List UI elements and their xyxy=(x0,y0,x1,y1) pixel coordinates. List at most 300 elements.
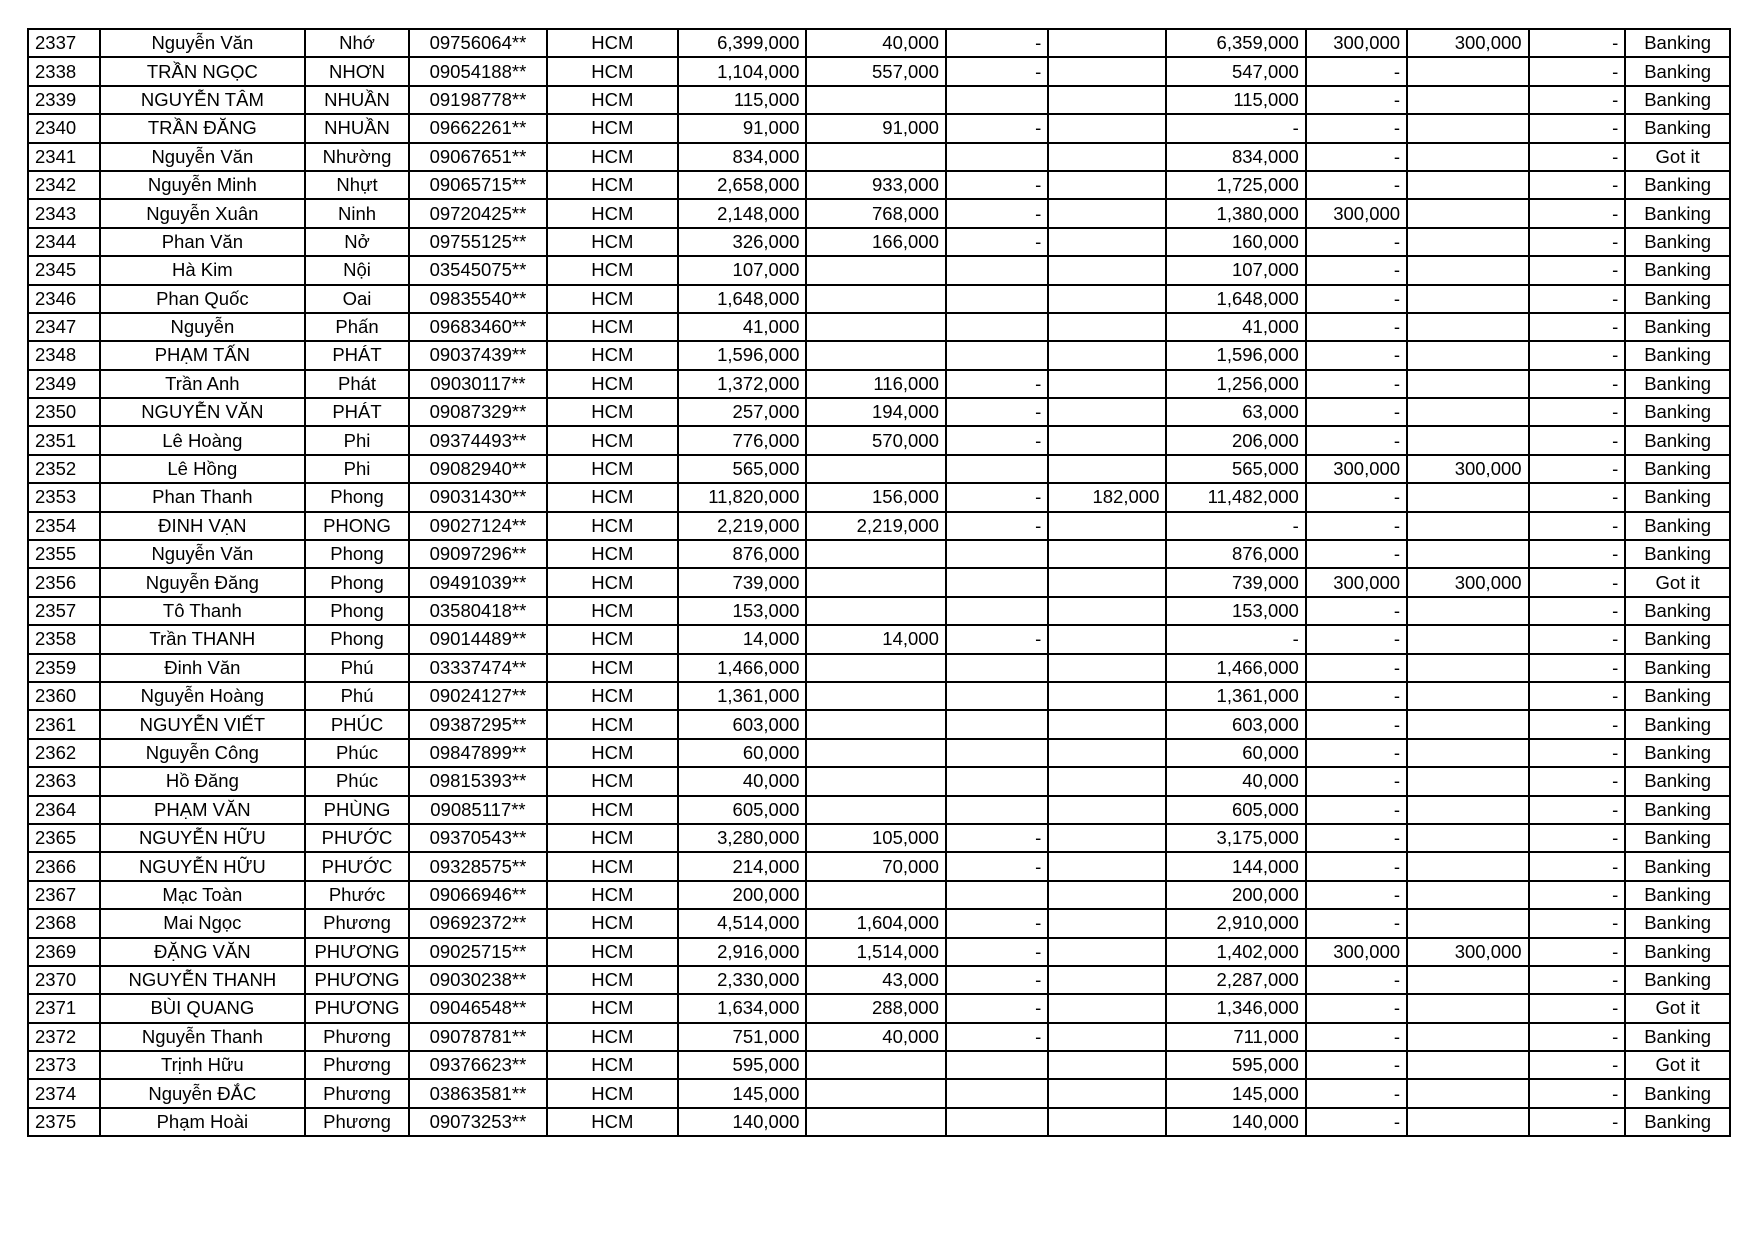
surname-cell: Trần Anh xyxy=(100,370,305,398)
total-amount-cell: 2,330,000 xyxy=(678,966,806,994)
bonus-cell: - xyxy=(1306,171,1407,199)
total-amount-cell: 4,514,000 xyxy=(678,909,806,937)
marker-cell: - xyxy=(946,29,1048,57)
deducted-amount-cell xyxy=(806,568,945,596)
given-name-cell: Nhường xyxy=(305,143,410,171)
deducted-amount-cell: 105,000 xyxy=(806,824,945,852)
bonus-cell: - xyxy=(1306,796,1407,824)
balance-cell: - xyxy=(1529,625,1626,653)
adjustment-cell xyxy=(1048,57,1166,85)
table-row xyxy=(28,370,1730,398)
marker-cell: - xyxy=(946,625,1048,653)
marker-cell: - xyxy=(946,171,1048,199)
total-amount-cell: 41,000 xyxy=(678,313,806,341)
deducted-amount-cell: 14,000 xyxy=(806,625,945,653)
marker-cell: - xyxy=(946,1023,1048,1051)
adjustment-cell xyxy=(1048,852,1166,880)
total-amount-cell: 1,361,000 xyxy=(678,682,806,710)
given-name-cell: Nhựt xyxy=(305,171,410,199)
adjustment-cell xyxy=(1048,398,1166,426)
net-amount-cell: 1,380,000 xyxy=(1166,199,1305,227)
adjustment-cell xyxy=(1048,540,1166,568)
adjustment-cell xyxy=(1048,966,1166,994)
bonus-cell: - xyxy=(1306,881,1407,909)
total-amount-cell: 739,000 xyxy=(678,568,806,596)
row-number-cell: 2359 xyxy=(28,654,100,682)
table-row xyxy=(28,398,1730,426)
payment-method-cell: Banking xyxy=(1625,540,1730,568)
net-amount-cell: 834,000 xyxy=(1166,143,1305,171)
deducted-amount-cell: 166,000 xyxy=(806,228,945,256)
payment-method-cell: Banking xyxy=(1625,597,1730,625)
phone-cell: 09692372** xyxy=(409,909,546,937)
bonus-paid-cell xyxy=(1407,313,1528,341)
net-amount-cell: 595,000 xyxy=(1166,1051,1305,1079)
given-name-cell: Phong xyxy=(305,483,410,511)
adjustment-cell xyxy=(1048,682,1166,710)
bonus-paid-cell xyxy=(1407,767,1528,795)
given-name-cell: Phong xyxy=(305,597,410,625)
payment-method-cell: Banking xyxy=(1625,796,1730,824)
city-cell: HCM xyxy=(547,881,679,909)
bonus-cell: - xyxy=(1306,824,1407,852)
net-amount-cell: 6,359,000 xyxy=(1166,29,1305,57)
net-amount-cell: 605,000 xyxy=(1166,796,1305,824)
row-number-cell: 2365 xyxy=(28,824,100,852)
marker-cell: - xyxy=(946,228,1048,256)
bonus-paid-cell xyxy=(1407,994,1528,1022)
deducted-amount-cell: 156,000 xyxy=(806,483,945,511)
marker-cell xyxy=(946,285,1048,313)
deducted-amount-cell xyxy=(806,341,945,369)
row-number-cell: 2341 xyxy=(28,143,100,171)
table-row xyxy=(28,994,1730,1022)
marker-cell: - xyxy=(946,370,1048,398)
bonus-paid-cell xyxy=(1407,1108,1528,1136)
city-cell: HCM xyxy=(547,966,679,994)
surname-cell: Trịnh Hữu xyxy=(100,1051,305,1079)
surname-cell: BÙI QUANG xyxy=(100,994,305,1022)
bonus-cell: - xyxy=(1306,285,1407,313)
city-cell: HCM xyxy=(547,824,679,852)
bonus-paid-cell xyxy=(1407,1079,1528,1107)
table-row xyxy=(28,909,1730,937)
bonus-cell: 300,000 xyxy=(1306,455,1407,483)
phone-cell: 03863581** xyxy=(409,1079,546,1107)
bonus-paid-cell: 300,000 xyxy=(1407,455,1528,483)
balance-cell: - xyxy=(1529,568,1626,596)
given-name-cell: Phương xyxy=(305,1051,410,1079)
row-number-cell: 2364 xyxy=(28,796,100,824)
payment-method-cell: Banking xyxy=(1625,739,1730,767)
row-number-cell: 2357 xyxy=(28,597,100,625)
payment-method-cell: Banking xyxy=(1625,909,1730,937)
row-number-cell: 2363 xyxy=(28,767,100,795)
table-row xyxy=(28,1051,1730,1079)
payment-method-cell: Banking xyxy=(1625,398,1730,426)
net-amount-cell: 739,000 xyxy=(1166,568,1305,596)
table-row xyxy=(28,341,1730,369)
net-amount-cell: 63,000 xyxy=(1166,398,1305,426)
bonus-cell: - xyxy=(1306,1023,1407,1051)
table-row xyxy=(28,568,1730,596)
city-cell: HCM xyxy=(547,597,679,625)
given-name-cell: Nở xyxy=(305,228,410,256)
surname-cell: Tô Thanh xyxy=(100,597,305,625)
net-amount-cell: 3,175,000 xyxy=(1166,824,1305,852)
bonus-paid-cell xyxy=(1407,171,1528,199)
balance-cell: - xyxy=(1529,171,1626,199)
given-name-cell: Phương xyxy=(305,1108,410,1136)
row-number-cell: 2374 xyxy=(28,1079,100,1107)
balance-cell: - xyxy=(1529,994,1626,1022)
row-number-cell: 2348 xyxy=(28,341,100,369)
phone-cell: 09662261** xyxy=(409,114,546,142)
row-number-cell: 2375 xyxy=(28,1108,100,1136)
balance-cell: - xyxy=(1529,1108,1626,1136)
bonus-cell: - xyxy=(1306,426,1407,454)
payment-method-cell: Banking xyxy=(1625,86,1730,114)
bonus-paid-cell xyxy=(1407,654,1528,682)
deducted-amount-cell xyxy=(806,143,945,171)
surname-cell: NGUYỄN HỮU xyxy=(100,824,305,852)
balance-cell: - xyxy=(1529,313,1626,341)
surname-cell: ĐINH VẠN xyxy=(100,512,305,540)
marker-cell xyxy=(946,597,1048,625)
row-number-cell: 2370 xyxy=(28,966,100,994)
phone-cell: 09025715** xyxy=(409,938,546,966)
surname-cell: Nguyễn Hoàng xyxy=(100,682,305,710)
marker-cell xyxy=(946,341,1048,369)
adjustment-cell xyxy=(1048,568,1166,596)
surname-cell: Nguyễn Văn xyxy=(100,29,305,57)
deducted-amount-cell: 1,604,000 xyxy=(806,909,945,937)
deducted-amount-cell xyxy=(806,540,945,568)
table-row xyxy=(28,171,1730,199)
surname-cell: TRẦN NGỌC xyxy=(100,57,305,85)
marker-cell: - xyxy=(946,512,1048,540)
total-amount-cell: 11,820,000 xyxy=(678,483,806,511)
surname-cell: Phan Văn xyxy=(100,228,305,256)
row-number-cell: 2339 xyxy=(28,86,100,114)
bonus-paid-cell xyxy=(1407,682,1528,710)
row-number-cell: 2342 xyxy=(28,171,100,199)
marker-cell xyxy=(946,767,1048,795)
given-name-cell: Phi xyxy=(305,426,410,454)
deducted-amount-cell xyxy=(806,1108,945,1136)
phone-cell: 09024127** xyxy=(409,682,546,710)
city-cell: HCM xyxy=(547,938,679,966)
table-row xyxy=(28,938,1730,966)
deducted-amount-cell: 933,000 xyxy=(806,171,945,199)
adjustment-cell xyxy=(1048,370,1166,398)
surname-cell: PHẠM VĂN xyxy=(100,796,305,824)
marker-cell: - xyxy=(946,938,1048,966)
marker-cell xyxy=(946,1079,1048,1107)
city-cell: HCM xyxy=(547,540,679,568)
balance-cell: - xyxy=(1529,426,1626,454)
given-name-cell: Phấn xyxy=(305,313,410,341)
phone-cell: 09835540** xyxy=(409,285,546,313)
phone-cell: 03545075** xyxy=(409,256,546,284)
row-number-cell: 2344 xyxy=(28,228,100,256)
net-amount-cell: 11,482,000 xyxy=(1166,483,1305,511)
surname-cell: TRẦN ĐĂNG xyxy=(100,114,305,142)
phone-cell: 09087329** xyxy=(409,398,546,426)
deducted-amount-cell xyxy=(806,285,945,313)
given-name-cell: Phúc xyxy=(305,739,410,767)
given-name-cell: Phi xyxy=(305,455,410,483)
table-row xyxy=(28,710,1730,738)
phone-cell: 09370543** xyxy=(409,824,546,852)
total-amount-cell: 14,000 xyxy=(678,625,806,653)
total-amount-cell: 1,596,000 xyxy=(678,341,806,369)
net-amount-cell: 2,287,000 xyxy=(1166,966,1305,994)
table-row xyxy=(28,199,1730,227)
marker-cell xyxy=(946,86,1048,114)
net-amount-cell: 1,648,000 xyxy=(1166,285,1305,313)
row-number-cell: 2358 xyxy=(28,625,100,653)
city-cell: HCM xyxy=(547,767,679,795)
bonus-paid-cell xyxy=(1407,57,1528,85)
total-amount-cell: 60,000 xyxy=(678,739,806,767)
given-name-cell: Phong xyxy=(305,568,410,596)
payment-method-cell: Banking xyxy=(1625,654,1730,682)
marker-cell: - xyxy=(946,852,1048,880)
given-name-cell: PHƯỚC xyxy=(305,852,410,880)
payment-method-cell: Banking xyxy=(1625,370,1730,398)
bonus-paid-cell xyxy=(1407,739,1528,767)
total-amount-cell: 2,658,000 xyxy=(678,171,806,199)
deducted-amount-cell xyxy=(806,881,945,909)
phone-cell: 09046548** xyxy=(409,994,546,1022)
table-row xyxy=(28,966,1730,994)
bonus-paid-cell xyxy=(1407,796,1528,824)
deducted-amount-cell: 70,000 xyxy=(806,852,945,880)
payment-method-cell: Got it xyxy=(1625,143,1730,171)
total-amount-cell: 115,000 xyxy=(678,86,806,114)
phone-cell: 09031430** xyxy=(409,483,546,511)
table-row xyxy=(28,483,1730,511)
deducted-amount-cell xyxy=(806,796,945,824)
adjustment-cell xyxy=(1048,824,1166,852)
city-cell: HCM xyxy=(547,852,679,880)
balance-cell: - xyxy=(1529,199,1626,227)
marker-cell xyxy=(946,682,1048,710)
adjustment-cell xyxy=(1048,767,1166,795)
city-cell: HCM xyxy=(547,228,679,256)
given-name-cell: PHÚC xyxy=(305,710,410,738)
total-amount-cell: 595,000 xyxy=(678,1051,806,1079)
bonus-cell: - xyxy=(1306,767,1407,795)
balance-cell: - xyxy=(1529,710,1626,738)
marker-cell xyxy=(946,455,1048,483)
balance-cell: - xyxy=(1529,398,1626,426)
payment-method-cell: Banking xyxy=(1625,483,1730,511)
net-amount-cell: - xyxy=(1166,512,1305,540)
balance-cell: - xyxy=(1529,909,1626,937)
bonus-paid-cell xyxy=(1407,597,1528,625)
balance-cell: - xyxy=(1529,654,1626,682)
given-name-cell: Oai xyxy=(305,285,410,313)
surname-cell: NGUYỄN VĂN xyxy=(100,398,305,426)
adjustment-cell xyxy=(1048,1023,1166,1051)
city-cell: HCM xyxy=(547,1051,679,1079)
deducted-amount-cell: 40,000 xyxy=(806,29,945,57)
bonus-cell: - xyxy=(1306,1079,1407,1107)
row-number-cell: 2362 xyxy=(28,739,100,767)
bonus-paid-cell: 300,000 xyxy=(1407,568,1528,596)
surname-cell: NGUYỄN HỮU xyxy=(100,852,305,880)
deducted-amount-cell xyxy=(806,654,945,682)
marker-cell xyxy=(946,540,1048,568)
surname-cell: Nguyễn Xuân xyxy=(100,199,305,227)
bonus-cell: 300,000 xyxy=(1306,568,1407,596)
city-cell: HCM xyxy=(547,285,679,313)
deducted-amount-cell xyxy=(806,739,945,767)
adjustment-cell xyxy=(1048,29,1166,57)
total-amount-cell: 153,000 xyxy=(678,597,806,625)
bonus-cell: - xyxy=(1306,1108,1407,1136)
adjustment-cell xyxy=(1048,256,1166,284)
marker-cell xyxy=(946,568,1048,596)
payment-method-cell: Got it xyxy=(1625,994,1730,1022)
table-row xyxy=(28,625,1730,653)
bonus-cell: - xyxy=(1306,228,1407,256)
row-number-cell: 2369 xyxy=(28,938,100,966)
payment-method-cell: Banking xyxy=(1625,455,1730,483)
row-number-cell: 2338 xyxy=(28,57,100,85)
given-name-cell: Phương xyxy=(305,909,410,937)
payment-method-cell: Banking xyxy=(1625,285,1730,313)
bonus-cell: - xyxy=(1306,398,1407,426)
bonus-paid-cell xyxy=(1407,625,1528,653)
table-row xyxy=(28,682,1730,710)
phone-cell: 09082940** xyxy=(409,455,546,483)
surname-cell: Phan Thanh xyxy=(100,483,305,511)
phone-cell: 09030117** xyxy=(409,370,546,398)
surname-cell: Mạc Toàn xyxy=(100,881,305,909)
deducted-amount-cell xyxy=(806,597,945,625)
surname-cell: Trần THANH xyxy=(100,625,305,653)
bonus-cell: - xyxy=(1306,625,1407,653)
net-amount-cell: 144,000 xyxy=(1166,852,1305,880)
payment-method-cell: Banking xyxy=(1625,938,1730,966)
payment-method-cell: Banking xyxy=(1625,710,1730,738)
phone-cell: 09755125** xyxy=(409,228,546,256)
bonus-cell: - xyxy=(1306,994,1407,1022)
table-row xyxy=(28,86,1730,114)
city-cell: HCM xyxy=(547,1108,679,1136)
balance-cell: - xyxy=(1529,483,1626,511)
adjustment-cell xyxy=(1048,739,1166,767)
total-amount-cell: 145,000 xyxy=(678,1079,806,1107)
payment-method-cell: Banking xyxy=(1625,1023,1730,1051)
payment-method-cell: Banking xyxy=(1625,881,1730,909)
phone-cell: 09815393** xyxy=(409,767,546,795)
bonus-cell: - xyxy=(1306,909,1407,937)
net-amount-cell: 40,000 xyxy=(1166,767,1305,795)
phone-cell: 09085117** xyxy=(409,796,546,824)
given-name-cell: PHÁT xyxy=(305,341,410,369)
city-cell: HCM xyxy=(547,256,679,284)
surname-cell: Hà Kim xyxy=(100,256,305,284)
net-amount-cell: 1,402,000 xyxy=(1166,938,1305,966)
deducted-amount-cell: 40,000 xyxy=(806,1023,945,1051)
balance-cell: - xyxy=(1529,228,1626,256)
adjustment-cell xyxy=(1048,199,1166,227)
bonus-paid-cell xyxy=(1407,256,1528,284)
bonus-paid-cell xyxy=(1407,824,1528,852)
bonus-paid-cell xyxy=(1407,540,1528,568)
phone-cell: 09066946** xyxy=(409,881,546,909)
deducted-amount-cell xyxy=(806,682,945,710)
bonus-cell: - xyxy=(1306,710,1407,738)
phone-cell: 09387295** xyxy=(409,710,546,738)
bonus-paid-cell xyxy=(1407,143,1528,171)
surname-cell: NGUYỄN THANH xyxy=(100,966,305,994)
bonus-paid-cell xyxy=(1407,341,1528,369)
marker-cell xyxy=(946,1051,1048,1079)
payment-method-cell: Banking xyxy=(1625,426,1730,454)
deducted-amount-cell xyxy=(806,710,945,738)
total-amount-cell: 876,000 xyxy=(678,540,806,568)
total-amount-cell: 1,466,000 xyxy=(678,654,806,682)
surname-cell: Nguyễn Thanh xyxy=(100,1023,305,1051)
bonus-paid-cell xyxy=(1407,285,1528,313)
city-cell: HCM xyxy=(547,994,679,1022)
bonus-paid-cell xyxy=(1407,370,1528,398)
adjustment-cell xyxy=(1048,994,1166,1022)
city-cell: HCM xyxy=(547,568,679,596)
table-row xyxy=(28,1023,1730,1051)
bonus-paid-cell xyxy=(1407,881,1528,909)
deducted-amount-cell: 1,514,000 xyxy=(806,938,945,966)
city-cell: HCM xyxy=(547,625,679,653)
total-amount-cell: 257,000 xyxy=(678,398,806,426)
city-cell: HCM xyxy=(547,796,679,824)
phone-cell: 03580418** xyxy=(409,597,546,625)
row-number-cell: 2346 xyxy=(28,285,100,313)
given-name-cell: PHƯƠNG xyxy=(305,966,410,994)
adjustment-cell xyxy=(1048,171,1166,199)
balance-cell: - xyxy=(1529,938,1626,966)
deducted-amount-cell: 570,000 xyxy=(806,426,945,454)
adjustment-cell xyxy=(1048,1051,1166,1079)
payment-method-cell: Banking xyxy=(1625,852,1730,880)
row-number-cell: 2373 xyxy=(28,1051,100,1079)
bonus-cell: - xyxy=(1306,966,1407,994)
city-cell: HCM xyxy=(547,114,679,142)
bonus-cell: - xyxy=(1306,256,1407,284)
net-amount-cell: 200,000 xyxy=(1166,881,1305,909)
given-name-cell: Phát xyxy=(305,370,410,398)
deducted-amount-cell: 288,000 xyxy=(806,994,945,1022)
total-amount-cell: 107,000 xyxy=(678,256,806,284)
adjustment-cell xyxy=(1048,285,1166,313)
total-amount-cell: 40,000 xyxy=(678,767,806,795)
given-name-cell: NHƠN xyxy=(305,57,410,85)
total-amount-cell: 140,000 xyxy=(678,1108,806,1136)
deducted-amount-cell xyxy=(806,256,945,284)
phone-cell: 09374493** xyxy=(409,426,546,454)
city-cell: HCM xyxy=(547,654,679,682)
given-name-cell: Phú xyxy=(305,654,410,682)
bonus-cell: - xyxy=(1306,313,1407,341)
net-amount-cell: 547,000 xyxy=(1166,57,1305,85)
row-number-cell: 2354 xyxy=(28,512,100,540)
surname-cell: NGUYỄN VIẾT xyxy=(100,710,305,738)
